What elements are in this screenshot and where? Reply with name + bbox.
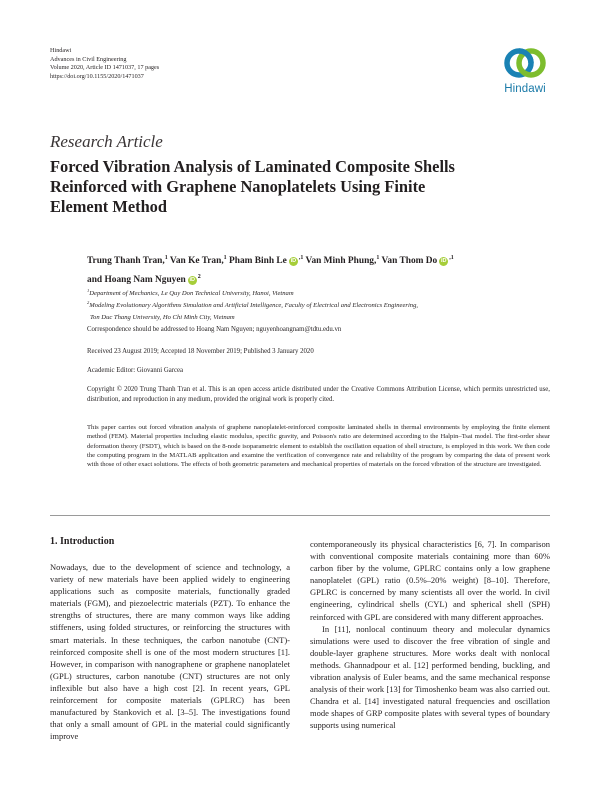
author[interactable]: Pham Binh Le $iD^{,1}$ — [229, 255, 304, 267]
author[interactable]: Van Minh Phung,$^1$ — [305, 255, 380, 267]
orcid-icon[interactable]: iD — [441, 258, 447, 265]
paragraph: In [11], nonlocal continuum theory and molecular dynamics simulations were used to discover the free vibration of single and double-layer graphene structures. More works dealt with nonlocal methods. Ghannadpour et al. [12] performed bending, buckling, and vibration analysis of Euler beams, and the same mechanical response analysis of their work [13] for Timoshenko beam was also carried out. Chandra et al. [14] investigated natural frequencies and oscillation mode shapes of GRP composite plates with several types of boundary supports using numerical — [310, 623, 550, 731]
journal-meta — [50, 47, 159, 81]
affiliation: $^1$Department of Mechanics, Le Quy Don Technical University, Hanoi, Vietnam — [87, 288, 294, 298]
academic-editor: Academic Editor: Giovanni Garcea — [87, 367, 184, 374]
author-list — [87, 250, 557, 288]
doi-link[interactable]: https://doi.org/10.1155/2020/1471037 — [50, 72, 144, 80]
title-line: Reinforced with Graphene Nanoplatelets Using Finite — [50, 177, 426, 196]
copyright-notice: Copyright © 2020 Trung Thanh Tran et al. This is an open access article distributed under the Creative Commons Attribution License, which permits unrestricted use, distribution, and reproduction in any medium, provided the original work is properly cited. — [87, 386, 550, 403]
article-dates: Received 23 August 2019; Accepted 18 November 2019; Published 3 January 2020 — [87, 348, 314, 355]
body-column-left — [50, 536, 290, 742]
hindawi-logo[interactable] — [496, 44, 554, 95]
paragraph: contemporaneously its physical characteristics [6, 7]. In comparison with conventional composite materials containing more than 60% carbon fiber by the volume, GPLRC contains only a low graphene nanoplatelet (GPL) ratio (0.5%–20% weight) [8–10]. Therefore, GPLRC is concerned by many scientists all over the world. In civil engineering, cylindrical shells (CYL) and spherical shell (SPH) reinforced with GPL are considered with many different approaches. — [310, 539, 550, 622]
paragraph: Nowadays, due to the development of science and technology, a variety of new materials have been applied widely to engineering applications such as composite materials, functionally graded materials (FGM), and piezoelectric materials (PZT). To enhance the strengths of structures, there are many common ways like adding stiffeners, using folded structures, or reinforcing the structures with smart materials. In these techniques, the carbon nanotube (CNT)-reinforced composite shell is one of the most modern structures [1]. However, in comparison with nanographene or graphene nanoplatelet (GPL) structures, carbon nanotube (CNT) structures are not only inflexible but also have a high cost [2]. In recent years, GPL reinforcement for composite materials (GPLRC) has been manufactured by Stankovich et al. [3–5]. The investigations found that only a small amount of GPL in the material could significantly improve — [50, 562, 290, 742]
author[interactable]: Van Thom Do $iD^{,1}$ — [381, 255, 454, 267]
author[interactable]: Trung Thanh Tran,$^1$ — [87, 255, 168, 267]
hindawi-logo-icon — [503, 44, 547, 82]
divider — [50, 515, 550, 516]
orcid-icon[interactable]: iD — [290, 258, 297, 265]
author[interactable]: and Hoang Nam Nguyen $iD^2$ — [87, 274, 201, 286]
publisher-name: Hindawi — [50, 47, 72, 54]
title-line: Element Method — [50, 197, 167, 216]
affiliations — [87, 286, 557, 323]
abstract: This paper carries out forced vibration analysis of graphene nanoplatelet-reinforced composite laminated shells in thermal environments by employing the finite element method (FEM). Material properties including elastic modulus, specific gravity, and Poisson's ratio are determined according to the Halpin–Tsai model. The first-order shear deformation theory (FSDT), which is based on the 8-node isoparametric element to establish the oscillation equation of shell structure, is employed in this work. We then code the computing program in the MATLAB application and examine the verification of convergence rate and reliability of the program by comparing the data of present work with those of other exact solutions. The effects of both geometric parameters and mechanical properties of materials on the forced vibration of the structure are investigated. — [87, 424, 550, 469]
author[interactable]: Van Ke Tran,$^1$ — [169, 255, 227, 267]
journal-name: Advances in Civil Engineering — [50, 55, 127, 63]
affiliation: Ton Duc Thang University, Ho Chi Minh City, Vietnam — [90, 314, 235, 322]
affiliation: $^2$Modeling Evolutionary Algorithms Simulation and Artificial Intelligence, Faculty of Electrical and Electronics Engineering, — [87, 300, 419, 310]
title-line: Forced Vibration Analysis of Laminated Composite Shells — [50, 157, 455, 176]
body-column-right — [310, 538, 550, 732]
orcid-icon[interactable]: iD — [189, 277, 195, 284]
logo-wordmark: Hindawi — [504, 83, 546, 95]
volume-line: Volume 2020, Article ID 1471037, 17 pages — [50, 64, 160, 72]
article-type: Research Article — [50, 132, 163, 151]
section-title: 1. Introduction — [50, 536, 115, 547]
article-title — [50, 157, 550, 217]
correspondence: Correspondence should be addressed to Hoang Nam Nguyen; nguyenhoangnam@tdtu.edu.vn — [87, 326, 342, 333]
